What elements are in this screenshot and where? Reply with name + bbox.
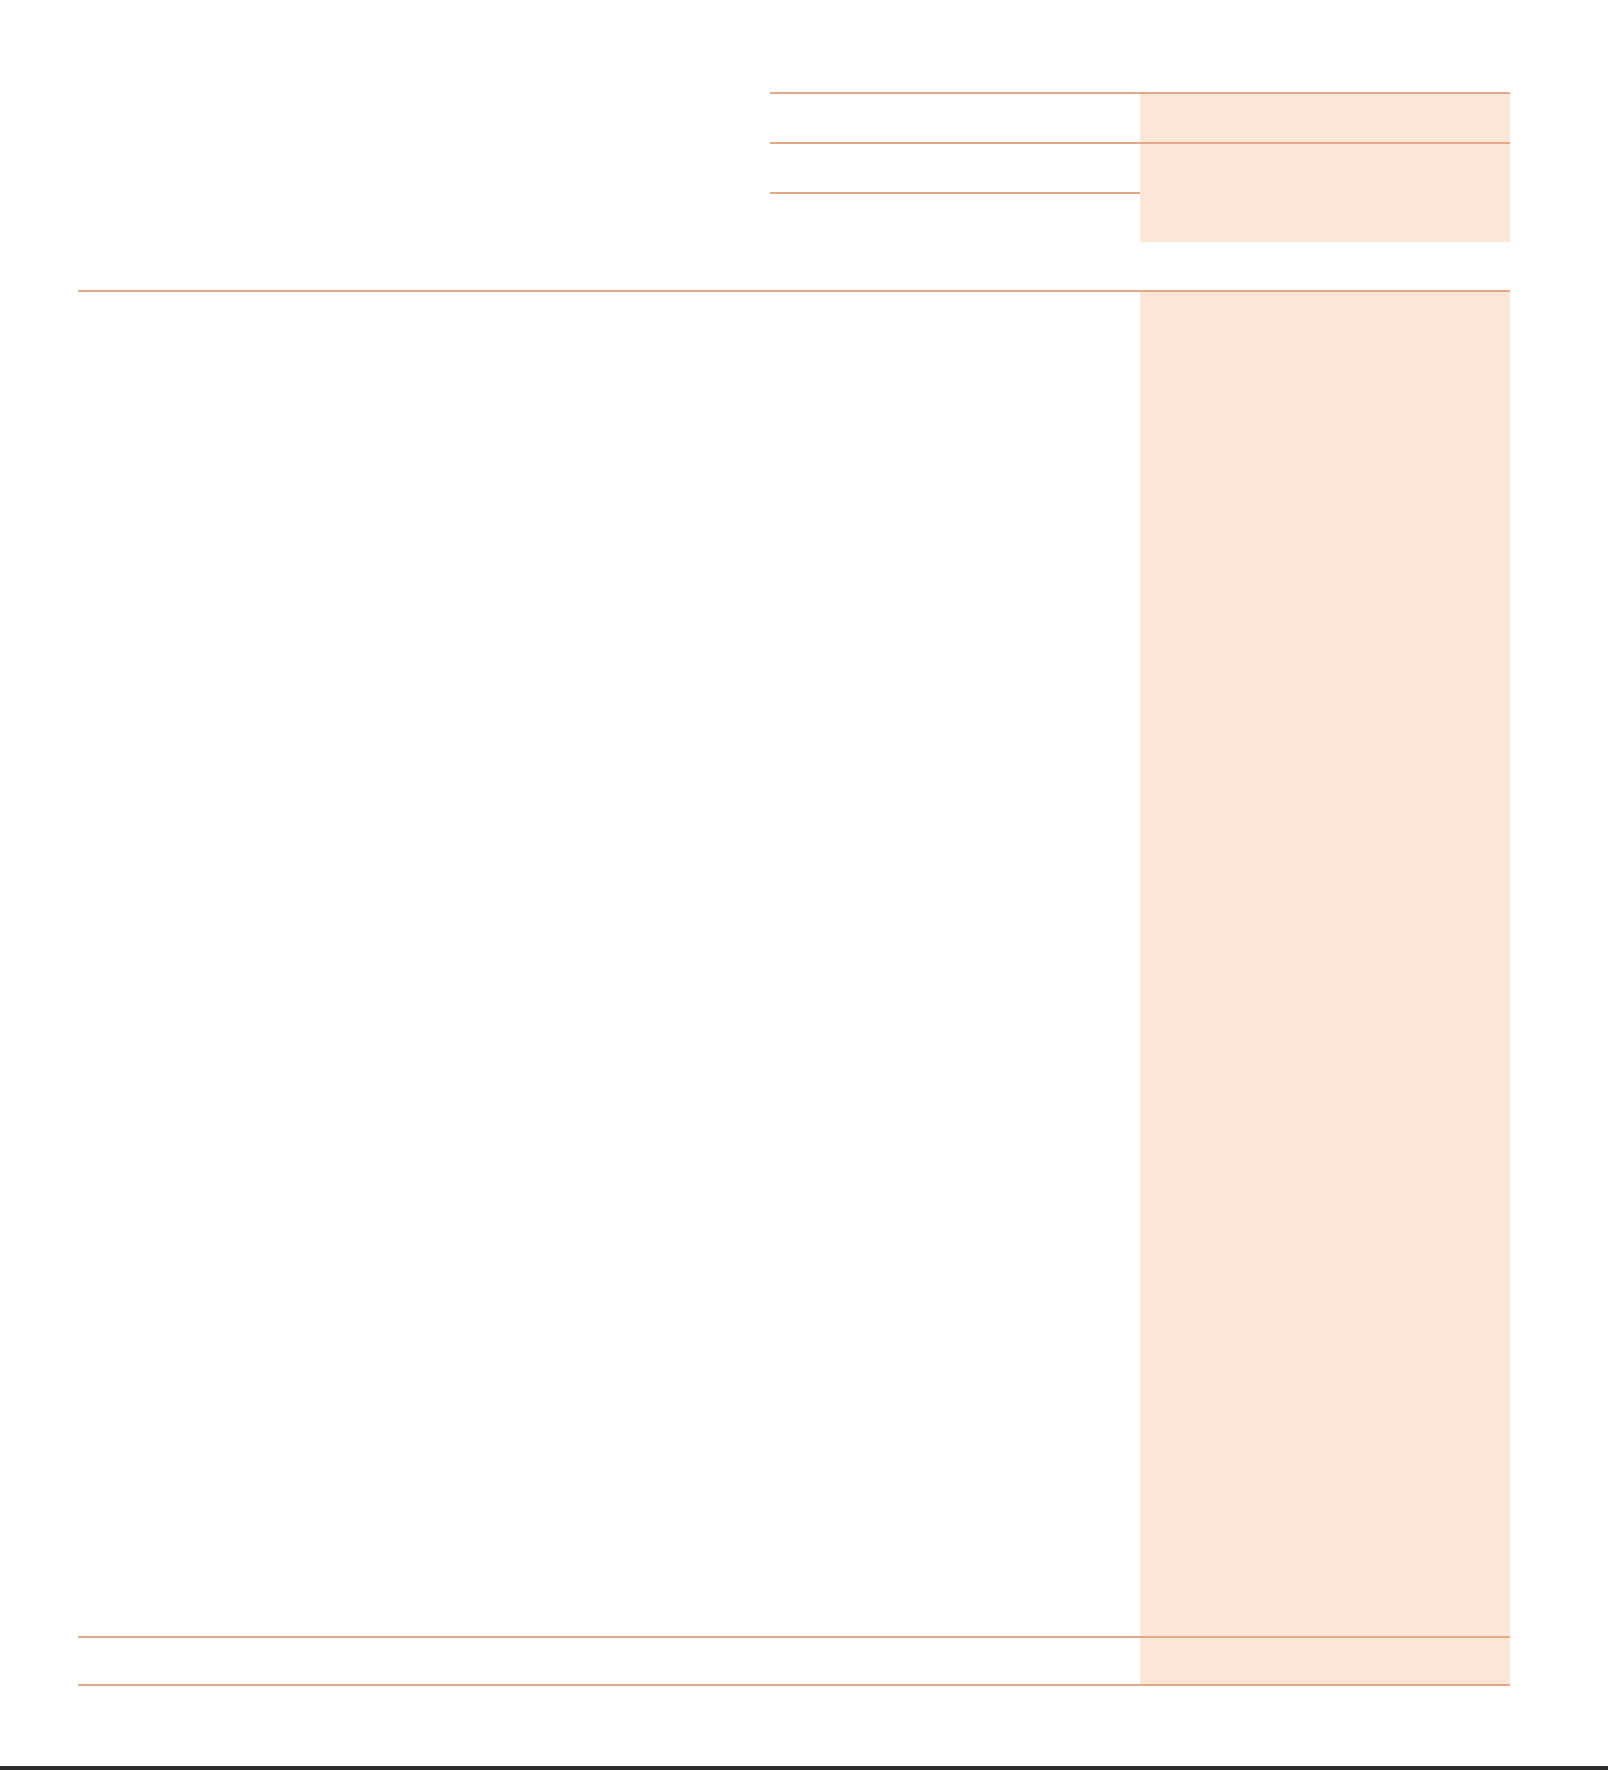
rule-section bbox=[78, 290, 1510, 292]
rule-total-bottom bbox=[78, 1684, 1510, 1686]
page-bottom-border bbox=[0, 1766, 1608, 1770]
highlight-2021-header bbox=[1140, 92, 1510, 242]
rule-currencies bbox=[770, 192, 1140, 194]
rule-total-top bbox=[78, 1636, 1510, 1638]
rule-period bbox=[770, 92, 1510, 94]
highlight-2021-body bbox=[1140, 290, 1510, 1686]
rule-years bbox=[770, 142, 1510, 144]
